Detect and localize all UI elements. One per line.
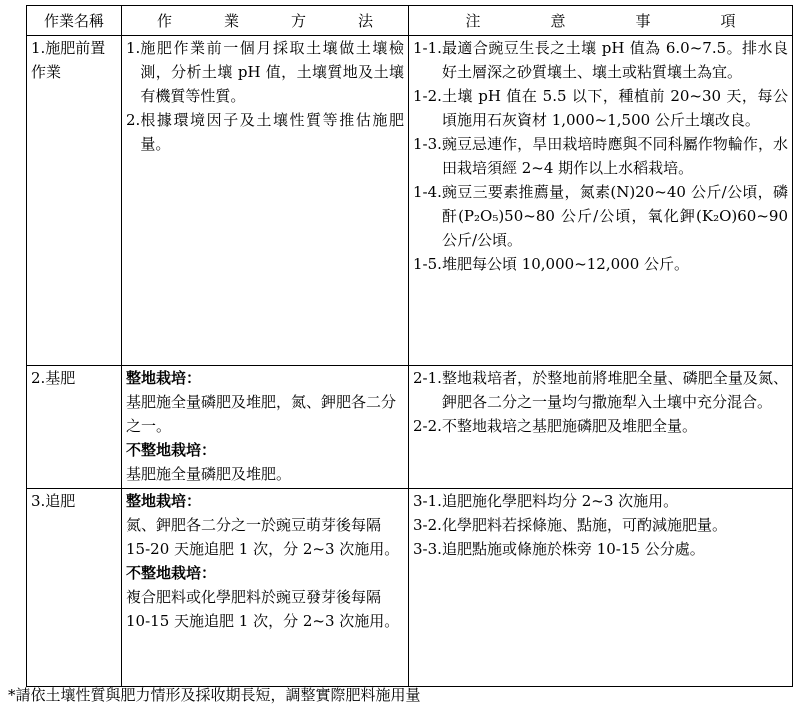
item-number: 1.: [126, 39, 141, 57]
note-item: [413, 36, 788, 84]
table-row: [27, 489, 793, 687]
method-subtitle: 不整地栽培：: [126, 441, 217, 459]
table-row: [27, 366, 793, 489]
item-text: 施肥作業前一個月採取土壤做土壤檢測，分析土壤 pH 值，土壤質地及土壤有機質等性質。: [140, 39, 404, 105]
method-cell: [122, 36, 409, 366]
item-number: 2-2.: [413, 417, 442, 435]
footnote: *請依土壤性質與肥力情形及採收期長短，調整實際肥料施用量: [8, 686, 421, 704]
task-name-cell: 3.追肥: [27, 489, 122, 687]
method-text: 氮、鉀肥各二分之一於豌豆萌芽後每隔 15-20 天施追肥 1 次，分 2~3 次施用。: [126, 516, 400, 558]
method-text: 基肥施全量磷肥及堆肥，氮、鉀肥各二分之一。: [126, 393, 397, 435]
header-notes: [409, 6, 793, 36]
item-number: 3-1.: [413, 492, 442, 510]
task-name-cell: 1.施肥前置作業: [27, 36, 122, 366]
method-subtitle: 整地栽培：: [126, 492, 202, 510]
header-notes-char: 意: [550, 11, 566, 30]
item-text: 堆肥每公頃 10,000~12,000 公斤。: [441, 255, 690, 273]
table-header-row: [27, 6, 793, 36]
method-cell: [122, 489, 409, 687]
item-text: 追肥施化學肥料均分 2~3 次施用。: [441, 492, 679, 510]
note-item: [413, 537, 788, 561]
item-number: 3-2.: [413, 516, 442, 534]
item-number: 2.: [126, 111, 141, 129]
header-task-name: 作業名稱: [27, 6, 122, 36]
header-notes-char: 事: [635, 11, 651, 30]
note-item: [413, 414, 788, 438]
note-item: [413, 513, 788, 537]
header-method: [122, 6, 409, 36]
item-text: 化學肥料若採條施、點施，可酌減施肥量。: [441, 516, 727, 534]
note-item: [413, 84, 788, 132]
task-name-cell: 2.基肥: [27, 366, 122, 489]
item-number: 1-5.: [413, 255, 442, 273]
note-item: [413, 132, 788, 180]
note-item: [413, 366, 788, 414]
item-number: 1-3.: [413, 135, 442, 153]
method-text: 基肥施全量磷肥及堆肥。: [126, 465, 292, 483]
item-number: 3-3.: [413, 540, 442, 558]
header-method-char: 業: [223, 11, 239, 30]
item-text: 根據環境因子及土壤性質等推估施肥量。: [140, 111, 404, 153]
note-item: [413, 180, 788, 252]
item-number: 1-1.: [413, 39, 442, 57]
method-text: 複合肥料或化學肥料於豌豆發芽後每隔 10-15 天施追肥 1 次，分 2~3 次施用。: [126, 588, 400, 630]
item-number: 1-4.: [413, 183, 442, 201]
item-text: 追肥點施或條施於株旁 10-15 公分處。: [441, 540, 705, 558]
notes-cell: [409, 366, 793, 489]
method-subtitle: 整地栽培：: [126, 369, 202, 387]
item-text: 最適合豌豆生長之土壤 pH 值為 6.0~7.5。排水良好土層深之砂質壤土、壤土或粘質壤土為宜。: [441, 39, 788, 81]
item-text: 不整地栽培之基肥施磷肥及堆肥全量。: [441, 417, 697, 435]
notes-cell: [409, 36, 793, 366]
method-subtitle: 不整地栽培：: [126, 564, 217, 582]
header-method-char: 作: [156, 11, 172, 30]
method-item: [126, 108, 404, 156]
note-item: [413, 252, 788, 276]
item-number: 2-1.: [413, 369, 442, 387]
method-cell: [122, 366, 409, 489]
header-notes-char: 項: [720, 11, 736, 30]
header-notes-char: 注: [465, 11, 481, 30]
method-item: [126, 36, 404, 108]
item-text: 土壤 pH 值在 5.5 以下，種植前 20~30 天，每公頃施用石灰資材 1,000~1,500 公斤土壤改良。: [441, 87, 788, 129]
note-item: [413, 489, 788, 513]
item-text: 整地栽培者，於整地前將堆肥全量、磷肥全量及氮、鉀肥各二分之一量均勻撒施犁入土壤中充分混合。: [441, 369, 788, 411]
item-text: 豌豆三要素推薦量，氮素(N)20~40 公斤/公頃，磷酐(P₂O₅)50~80 公斤/公頃，氧化鉀(K₂O)60~90 公斤/公頃。: [441, 183, 788, 249]
header-method-char: 方: [291, 11, 307, 30]
item-text: 豌豆忌連作，旱田栽培時應與不同科屬作物輪作，水田栽培須經 2~4 期作以上水稻栽培。: [441, 135, 788, 177]
notes-cell: [409, 489, 793, 687]
fertilizer-table: [26, 5, 793, 687]
table-row: [27, 36, 793, 366]
header-method-char: 法: [358, 11, 374, 30]
item-number: 1-2.: [413, 87, 442, 105]
